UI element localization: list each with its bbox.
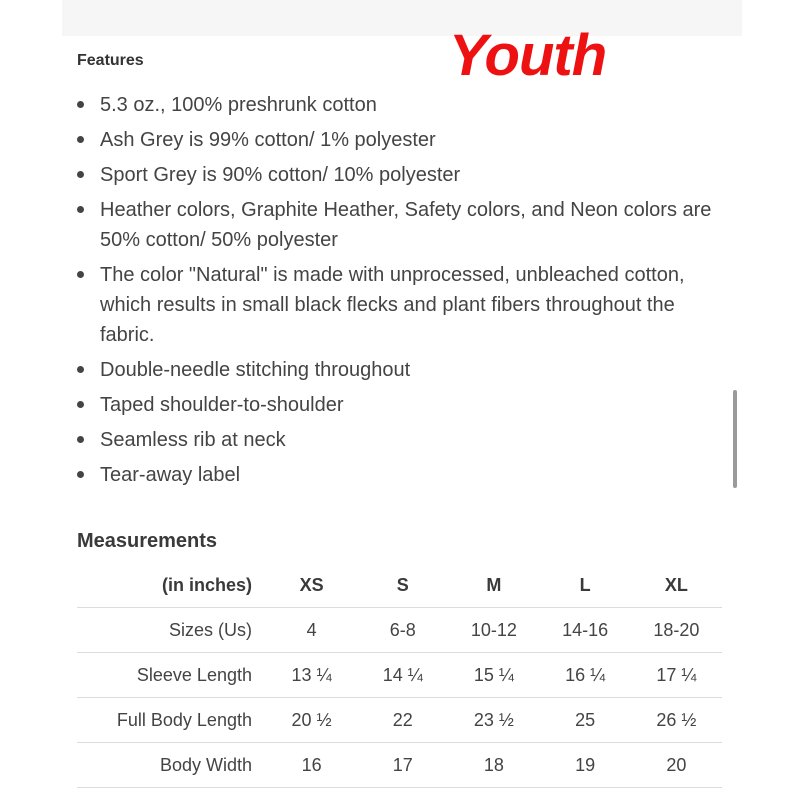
feature-text: Double-needle stitching throughout	[100, 359, 411, 381]
feature-text: 5.3 oz., 100% preshrunk cotton	[100, 94, 377, 116]
table-cell: 23 ½	[473, 709, 514, 730]
bullet-icon	[77, 101, 84, 108]
table-cell: 13 ¼	[291, 664, 332, 685]
scrollbar[interactable]	[733, 390, 737, 488]
table-cell: 14-16	[562, 619, 609, 640]
table-cell: 17 ¼	[656, 664, 697, 685]
table-row	[77, 608, 722, 653]
bullet-icon	[77, 136, 84, 143]
table-cell: 18-20	[653, 619, 700, 640]
feature-item	[77, 195, 717, 255]
feature-text: Heather colors, Graphite Heather, Safety colors, and Neon colors are 50% cotton/ 50% polyester	[100, 199, 712, 251]
bullet-icon	[77, 271, 84, 278]
feature-item	[77, 425, 717, 455]
table-row	[77, 653, 722, 698]
table-cell: 22	[392, 709, 413, 730]
feature-text: Ash Grey is 99% cotton/ 1% polyester	[100, 129, 436, 151]
table-row	[77, 698, 722, 743]
table-cell: 4	[306, 619, 317, 640]
feature-item	[77, 260, 717, 350]
table-cell: 16	[301, 754, 322, 775]
bullet-icon	[77, 171, 84, 178]
features-list	[77, 90, 717, 495]
feature-text: Taped shoulder-to-shoulder	[100, 394, 344, 416]
feature-item	[77, 160, 717, 190]
feature-item	[77, 390, 717, 420]
table-cell: 18	[483, 754, 504, 775]
bullet-icon	[77, 206, 84, 213]
row-label: Sizes (Us)	[168, 619, 252, 640]
table-cell: 16 ¼	[565, 664, 606, 685]
table-cell: 10-12	[470, 619, 517, 640]
unit-label: (in inches)	[161, 574, 252, 595]
feature-text: The color "Natural" is made with unprocessed, unbleached cotton, which results in small black flecks and plant fibers throughout the fabric.	[100, 264, 685, 346]
row-label: Body Width	[159, 754, 252, 775]
table-cell: 19	[575, 754, 596, 775]
bullet-icon	[77, 471, 84, 478]
feature-text: Seamless rib at neck	[100, 429, 286, 451]
feature-item	[77, 90, 717, 120]
youth-title: Youth	[449, 23, 607, 88]
table-cell: 26 ½	[656, 709, 697, 730]
bullet-icon	[77, 366, 84, 373]
row-label: Sleeve Length	[136, 664, 252, 685]
top-band	[62, 0, 742, 36]
column-header: M	[486, 574, 502, 595]
feature-item	[77, 460, 717, 490]
table-cell: 20 ½	[291, 709, 332, 730]
feature-item	[77, 125, 717, 155]
row-label: Full Body Length	[116, 709, 252, 730]
table-row	[77, 743, 722, 788]
table-cell: 6-8	[389, 619, 416, 640]
bullet-icon	[77, 401, 84, 408]
feature-text: Tear-away label	[100, 464, 241, 486]
column-header: L	[579, 574, 591, 595]
column-header: XS	[299, 574, 324, 595]
column-header: S	[396, 574, 409, 595]
measurements-heading: Measurements	[77, 530, 218, 552]
table-cell: 25	[575, 709, 596, 730]
table-header-row	[77, 563, 722, 608]
feature-text: Sport Grey is 90% cotton/ 10% polyester	[100, 164, 461, 186]
table-cell: 14 ¼	[382, 664, 423, 685]
table-cell: 20	[666, 754, 687, 775]
table-cell: 17	[392, 754, 413, 775]
table-cell: 15 ¼	[473, 664, 514, 685]
measurements-table	[77, 563, 722, 788]
feature-item	[77, 355, 717, 385]
column-header: XL	[664, 574, 688, 595]
features-heading: Features	[77, 52, 144, 69]
bullet-icon	[77, 436, 84, 443]
